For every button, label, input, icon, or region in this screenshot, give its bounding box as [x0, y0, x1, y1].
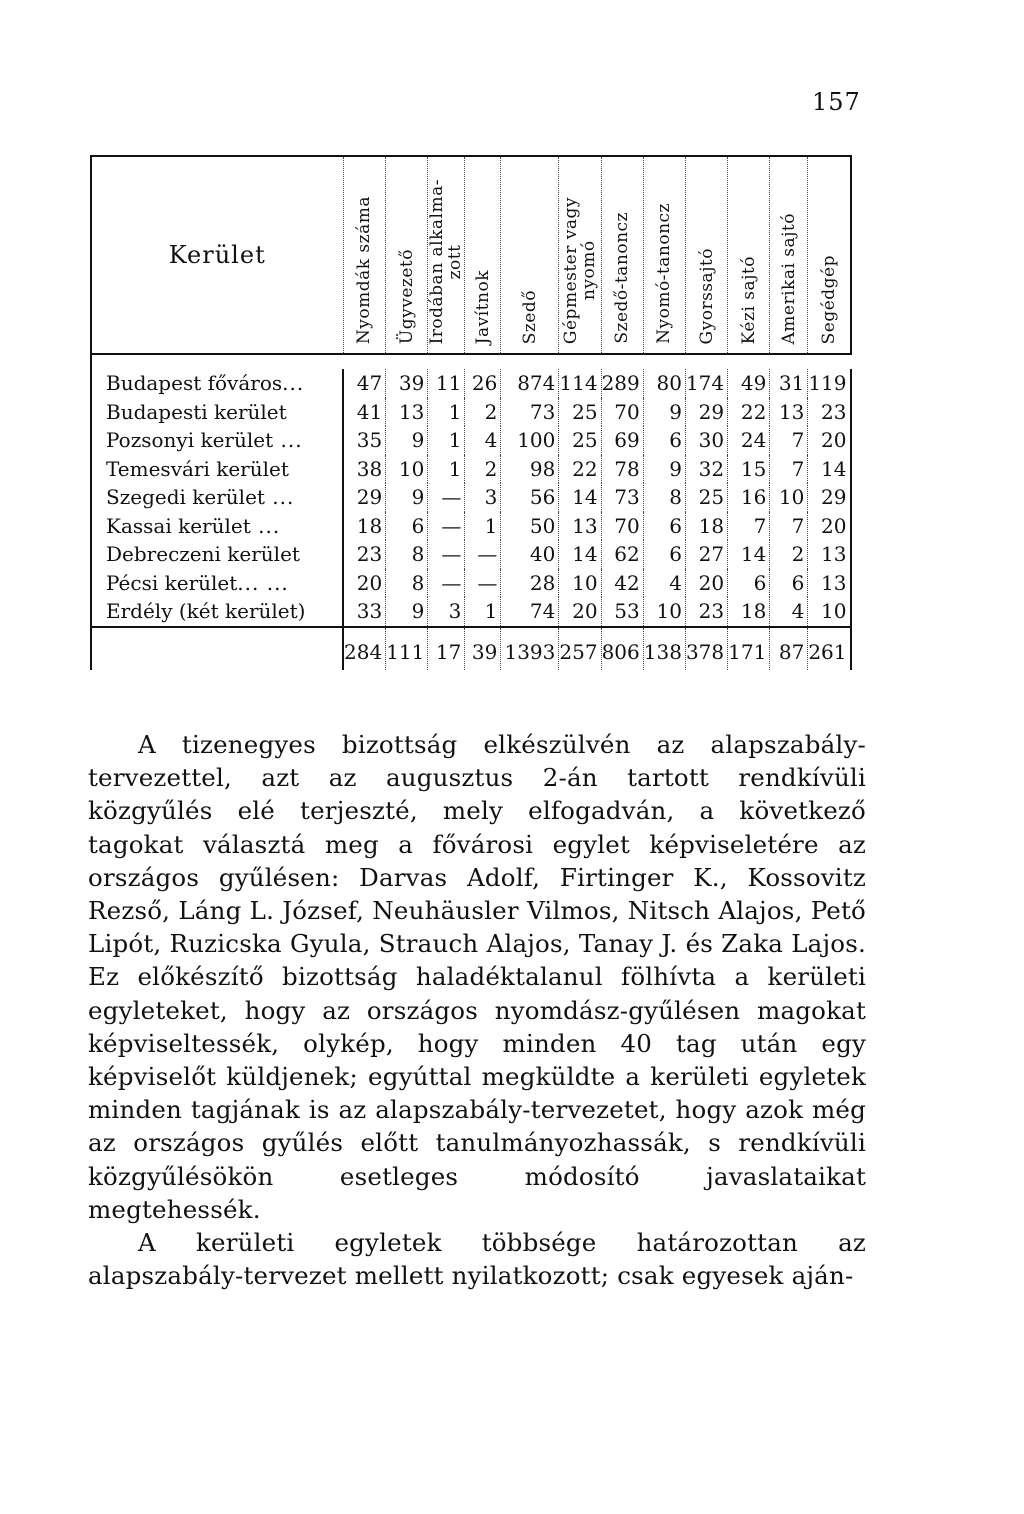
header-nyomdak-szama: Nyomdák száma [343, 156, 386, 354]
table-cell: 14 [559, 540, 601, 569]
table-cell: — [465, 569, 501, 598]
total-cell: 1393 [501, 627, 559, 670]
table-cell: 2 [770, 540, 808, 569]
table-cell: 9 [643, 455, 685, 484]
header-kezi-sajto: Kézi sajtó [728, 156, 770, 354]
table-cell: 40 [501, 540, 559, 569]
table-row [91, 569, 851, 598]
table-cell: 13 [770, 398, 808, 427]
table-row [91, 455, 851, 484]
table-cell: 20 [685, 569, 727, 598]
header-row [91, 156, 851, 354]
table-cell: 53 [601, 597, 643, 627]
header-segedgep: Segédgép [808, 156, 851, 354]
table-cell: 14 [808, 455, 851, 484]
table-cell: 11 [428, 369, 465, 398]
table-cell: 9 [386, 597, 428, 627]
table-cell: 6 [643, 540, 685, 569]
table-cell: 23 [343, 540, 386, 569]
header-irodaban-alkalmazott: Irodában alkalma- zott [428, 156, 465, 354]
table-cell: 29 [685, 398, 727, 427]
table-cell: 8 [386, 540, 428, 569]
total-cell: 261 [808, 627, 851, 670]
table-cell: 7 [770, 512, 808, 541]
table-cell: 38 [343, 455, 386, 484]
table-cell: 2 [465, 455, 501, 484]
table-cell: 16 [728, 483, 770, 512]
table-cell: 4 [643, 569, 685, 598]
table-cell: 42 [601, 569, 643, 598]
table-cell: 20 [808, 426, 851, 455]
table-cell: 10 [643, 597, 685, 627]
table-cell: 8 [643, 483, 685, 512]
table-row [91, 512, 851, 541]
table-cell: 20 [559, 597, 601, 627]
header-szedo: Szedő [501, 156, 559, 354]
table-cell: 32 [685, 455, 727, 484]
table-cell: — [428, 512, 465, 541]
table-cell: 4 [770, 597, 808, 627]
table-cell: 6 [643, 512, 685, 541]
header-kerulet: Kerület [91, 156, 343, 354]
total-cell: 87 [770, 627, 808, 670]
body-text [88, 728, 866, 1292]
total-cell: 171 [728, 627, 770, 670]
table-cell: 6 [643, 426, 685, 455]
table-cell: 6 [386, 512, 428, 541]
table-cell: 47 [343, 369, 386, 398]
total-cell: 39 [465, 627, 501, 670]
table-cell: — [428, 569, 465, 598]
table-cell: 1 [428, 398, 465, 427]
total-cell: 806 [601, 627, 643, 670]
row-label: Budapest főváros... [91, 369, 343, 398]
table-cell: 1 [465, 512, 501, 541]
table-cell: 18 [728, 597, 770, 627]
table-cell: 13 [559, 512, 601, 541]
total-cell: 257 [559, 627, 601, 670]
row-label: Szegedi kerület ... [91, 483, 343, 512]
table-cell: 14 [559, 483, 601, 512]
table-cell: 10 [770, 483, 808, 512]
table-cell: 10 [559, 569, 601, 598]
table-cell: 70 [601, 512, 643, 541]
row-label: Budapesti kerület [91, 398, 343, 427]
total-cell: 284 [343, 627, 386, 670]
table-cell: — [428, 483, 465, 512]
table-cell: 56 [501, 483, 559, 512]
table-cell: — [465, 540, 501, 569]
table-cell: 119 [808, 369, 851, 398]
table-cell: 29 [343, 483, 386, 512]
header-nyomo-tanoncz: Nyomó-tanoncz [643, 156, 685, 354]
table-cell: 27 [685, 540, 727, 569]
totals-row [91, 627, 851, 670]
statistics-table [90, 155, 852, 670]
table-cell: 114 [559, 369, 601, 398]
table-cell: 22 [559, 455, 601, 484]
row-label: Erdély (két kerület) [91, 597, 343, 627]
table-cell: 9 [386, 483, 428, 512]
table-cell: 18 [343, 512, 386, 541]
table-cell: 73 [601, 483, 643, 512]
table-cell: 18 [685, 512, 727, 541]
paragraph-1: A tizenegyes bizottság elkészülvén az alapszabály-tervezettel, azt az augusztus 2-án tartott rendkívüli közgyűlés elé terjeszté, mely elfogadván, a következő tagokat választá meg a fővárosi egylet képviseletére az országos gyűlésen: Darvas Adolf, Firtinger K., Kossovitz Rezső, Láng L. József, Neuhäusler Vilmos, Nitsch Alajos, Pető Lipót, Ruzicska Gyula, Strauch Alajos, Tanay J. és Zaka Lajos. Ez előkészítő bizottság haladéktalanul fölhívta a kerületi egyleteket, hogy az országos nyomdász-gyűlésen magokat képviseltessék, olykép, hogy minden 40 tag után egy képviselőt küldjenek; egyúttal megküldte a kerületi egyletek minden tagjának is az alapszabály-tervezetet, hogy azok még az országos gyűlés előtt tanulmányozhassák, s rendkívüli közgyűlésökön esetleges módosító javaslataikat megtehessék. [88, 730, 866, 1224]
table-cell: 26 [465, 369, 501, 398]
table-cell: 23 [808, 398, 851, 427]
table-cell: 3 [465, 483, 501, 512]
table-row [91, 540, 851, 569]
table-row [91, 398, 851, 427]
table-cell: 20 [808, 512, 851, 541]
table-cell: 98 [501, 455, 559, 484]
table-cell: 13 [808, 569, 851, 598]
table-cell: 25 [559, 426, 601, 455]
table-cell: 24 [728, 426, 770, 455]
table-cell: 13 [386, 398, 428, 427]
table-cell: 23 [685, 597, 727, 627]
totals-label-spacer [91, 627, 343, 670]
table-cell: 100 [501, 426, 559, 455]
table-cell: 9 [386, 426, 428, 455]
table-cell: 49 [728, 369, 770, 398]
table-row [91, 483, 851, 512]
table-cell: 13 [808, 540, 851, 569]
table-cell: 50 [501, 512, 559, 541]
table-cell: 6 [728, 569, 770, 598]
table-cell: 80 [643, 369, 685, 398]
table-cell: 874 [501, 369, 559, 398]
header-javitnok: Javítnok [465, 156, 501, 354]
table-row [91, 426, 851, 455]
table-cell: 289 [601, 369, 643, 398]
table-cell: 10 [386, 455, 428, 484]
total-cell: 17 [428, 627, 465, 670]
header-ugyvezeto: Ügyvezető [386, 156, 428, 354]
table-cell: 7 [770, 455, 808, 484]
table-cell: 31 [770, 369, 808, 398]
header-amerikai-sajto: Amerikai sajtó [770, 156, 808, 354]
table-cell: 6 [770, 569, 808, 598]
table-row [91, 369, 851, 398]
total-cell: 378 [685, 627, 727, 670]
table-cell: 14 [728, 540, 770, 569]
table-cell: 69 [601, 426, 643, 455]
table-cell: 7 [770, 426, 808, 455]
table-cell: 28 [501, 569, 559, 598]
table-cell: 10 [808, 597, 851, 627]
table-cell: — [428, 540, 465, 569]
table-cell: 74 [501, 597, 559, 627]
table-cell: 22 [728, 398, 770, 427]
table-cell: 7 [728, 512, 770, 541]
table-cell: 33 [343, 597, 386, 627]
table-cell: 29 [808, 483, 851, 512]
table-cell: 8 [386, 569, 428, 598]
table-cell: 35 [343, 426, 386, 455]
total-cell: 111 [386, 627, 428, 670]
table-cell: 3 [428, 597, 465, 627]
header-gepmester: Gépmester vagy nyomó [559, 156, 601, 354]
table-cell: 30 [685, 426, 727, 455]
paragraph-2: A kerületi egyletek többsége határozottan az alapszabály-tervezet mellett nyilatkozott; csak egyesek aján- [88, 1228, 866, 1291]
row-label: Temesvári kerület [91, 455, 343, 484]
row-label: Pozsonyi kerület ... [91, 426, 343, 455]
table-cell: 41 [343, 398, 386, 427]
row-label: Debreczeni kerület [91, 540, 343, 569]
page-number: 157 [812, 88, 861, 116]
table-cell: 1 [428, 426, 465, 455]
table-row [91, 597, 851, 627]
table-cell: 15 [728, 455, 770, 484]
table-cell: 25 [685, 483, 727, 512]
table-body [91, 369, 851, 627]
table-cell: 25 [559, 398, 601, 427]
table-cell: 4 [465, 426, 501, 455]
table-cell: 39 [386, 369, 428, 398]
table-cell: 9 [643, 398, 685, 427]
total-cell: 138 [643, 627, 685, 670]
table-cell: 62 [601, 540, 643, 569]
header-szedo-tanoncz: Szedő-tanoncz [601, 156, 643, 354]
table-cell: 70 [601, 398, 643, 427]
table-cell: 1 [465, 597, 501, 627]
table-cell: 78 [601, 455, 643, 484]
table-cell: 73 [501, 398, 559, 427]
table-cell: 1 [428, 455, 465, 484]
table-cell: 2 [465, 398, 501, 427]
header-gyorssajto: Gyorssajtó [685, 156, 727, 354]
row-label: Kassai kerület ... [91, 512, 343, 541]
table-cell: 174 [685, 369, 727, 398]
row-label: Pécsi kerület... ... [91, 569, 343, 598]
table-cell: 20 [343, 569, 386, 598]
